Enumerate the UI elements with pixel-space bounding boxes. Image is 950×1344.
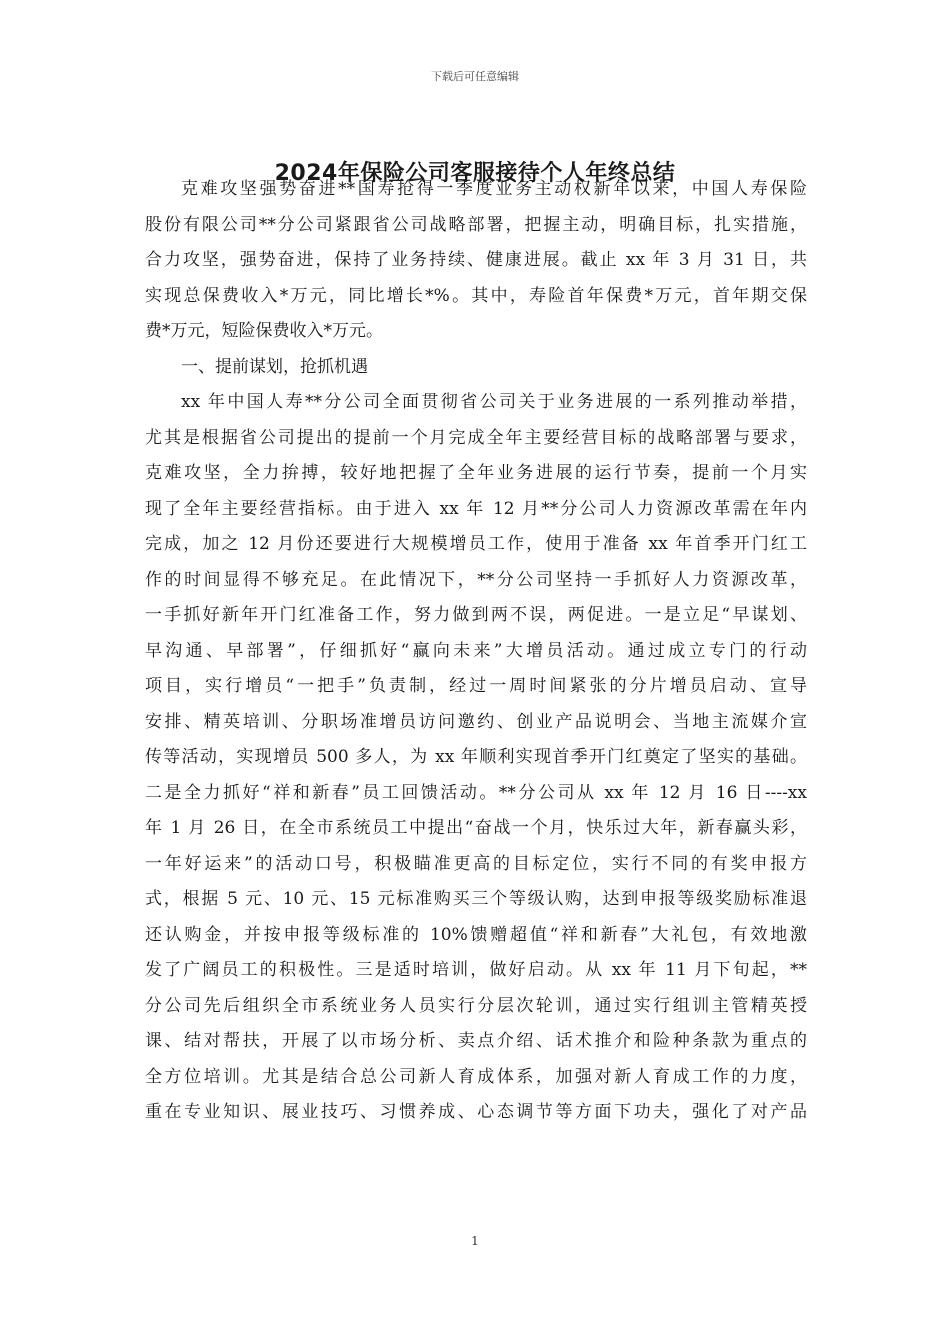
body-text	[145, 172, 807, 1131]
header-note: 下载后可任意编辑	[431, 70, 519, 83]
paragraph-line: 合力攻坚，强势奋进，保持了业务持续、健康进展。截止 xx 年 3 月 31 日，共	[145, 250, 807, 270]
paragraph-line: 克难攻坚，全力拚搏，较好地把握了全年业务进展的运行节奏，提前一个月实	[145, 463, 807, 483]
paragraph-line: 发了广阔员工的积极性。三是适时培训，做好启动。从 xx 年 11 月下旬起，**	[145, 960, 807, 980]
paragraph-line: 课、结对帮扶，开展了以市场分析、卖点介绍、话术推介和险种条款为重点的	[145, 1031, 807, 1051]
paragraph-line: 一年好运来”的活动口号，积极瞄准更高的目标定位，实行不同的有奖申报方	[145, 853, 807, 874]
paragraph-line: 传等活动，实现增员 500 多人，为 xx 年顺利实现首季开门红奠定了坚实的基础。	[145, 747, 807, 767]
paragraph-line: 股份有限公司**分公司紧跟省公司战略部署，把握主动，明确目标，扎实措施，	[145, 214, 807, 235]
paragraph-line: 重在专业知识、展业技巧、习惯养成、心态调节等方面下功夫，强化了对产品	[145, 1102, 807, 1122]
paragraph-line: 年 1 月 26 日，在全市系统员工中提出“奋战一个月，快乐过大年，新春赢头彩，	[145, 818, 807, 838]
paragraph-line: 还认购金，并按申报等级标准的 10%馈赠超值“祥和新春”大礼包，有效地激	[145, 924, 807, 945]
document-title: 2024年保险公司客服接待个人年终总结	[274, 161, 676, 186]
paragraph-line: 克难攻坚强势奋进**国寿抢得一季度业务主动权新年以来，中国人寿保险	[181, 179, 807, 199]
paragraph-line: 实现总保费收入*万元，同比增长*%。其中，寿险首年保费*万元，首年期交保	[145, 285, 807, 306]
paragraph-line: 二是全力抓好“祥和新春”员工回馈活动。**分公司从 xx 年 12 月 16 日----xx	[145, 782, 807, 803]
paragraph-line: 早沟通、早部署”，仔细抓好“赢向未来”大增员活动。通过成立专门的行动	[145, 640, 807, 661]
paragraph-line: 分公司先后组织全市系统业务人员实行分层次轮训，通过实行组训主管精英授	[145, 995, 807, 1016]
paragraph-line: 式，根据 5 元、10 元、15 元标准购买三个等级认购，达到申报等级奖励标准退	[145, 889, 807, 909]
paragraph-line: 完成，加之 12 月份还要进行大规模增员工作，使用于准备 xx 年首季开门红工	[145, 534, 807, 554]
paragraph-line: 全方位培训。尤其是结合总公司新人育成体系，加强对新人育成工作的力度，	[145, 1066, 807, 1087]
paragraph-line: 项目，实行增员“一把手”负责制，经过一周时间紧张的分片增员启动、宣导	[145, 676, 807, 696]
paragraph-line: 安排、精英培训、分职场准增员访问邀约、创业产品说明会、当地主流媒介宣	[145, 711, 807, 732]
page-number: 1	[471, 1234, 479, 1248]
paragraph-line: 一手抓好新年开门红准备工作，努力做到两不误，两促进。一是立足“早谋划、	[145, 605, 807, 625]
paragraph-line: xx 年中国人寿**分公司全面贯彻省公司关于业务进展的一系列推动举措，	[181, 392, 807, 412]
paragraph-line: 费*万元，短险保费收入*万元。	[145, 321, 383, 341]
paragraph-line: 尤其是根据省公司提出的提前一个月完成全年主要经营目标的战略部署与要求，	[145, 427, 807, 448]
paragraph-line: 现了全年主要经营指标。由于进入 xx 年 12 月**分公司人力资源改革需在年内	[145, 498, 807, 519]
paragraph-line: 作的时间显得不够充足。在此情况下，**分公司坚持一手抓好人力资源改革，	[145, 569, 807, 590]
paragraph-line: 一、提前谋划，抢抓机遇	[181, 356, 368, 377]
